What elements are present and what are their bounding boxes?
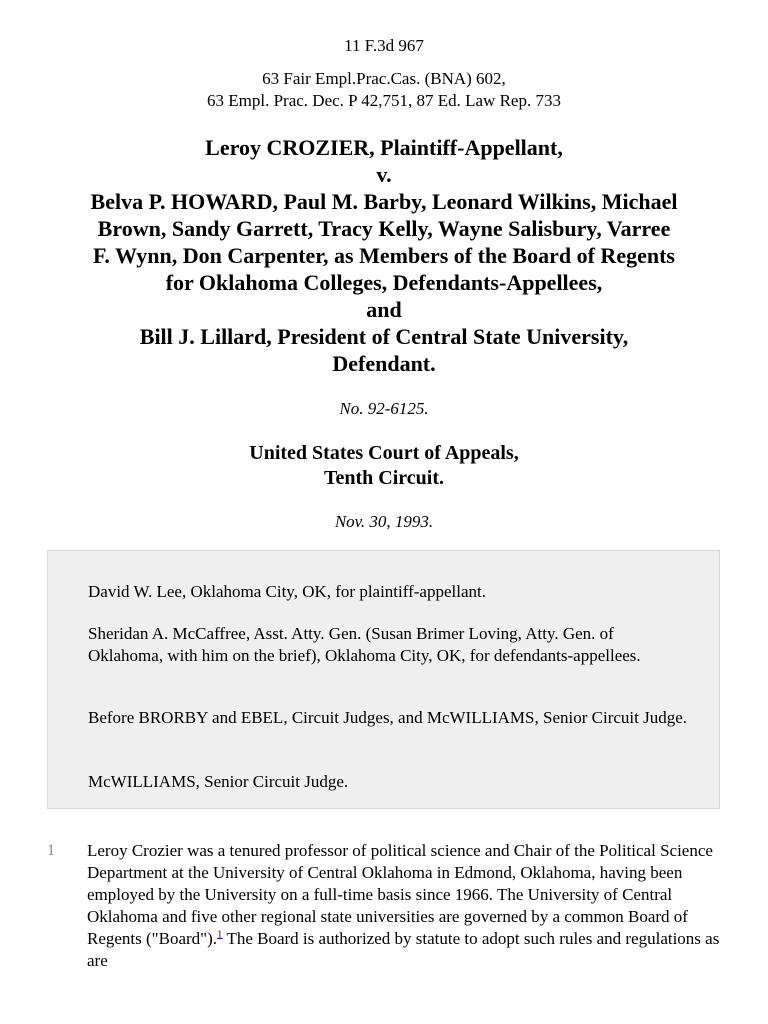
caption-defendant-2-line-1: Bill J. Lillard, President of Central State University,: [139, 324, 629, 349]
docket-number: No. 92-6125.: [339, 399, 429, 418]
caption-plaintiff: Leroy CROZIER, Plaintiff-Appellant,: [205, 135, 563, 160]
paragraph-text-after-footnote: The Board is authorized by statute to adopt such rules and regulations as are: [87, 929, 720, 970]
reporter-citation: 11 F.3d 967: [344, 36, 424, 55]
plaintiff-counsel: David W. Lee, Oklahoma City, OK, for plaintiff-appellant.: [88, 582, 486, 601]
attorneys-panel: [47, 550, 720, 809]
footnote-link[interactable]: 1: [217, 928, 223, 941]
case-caption: [40, 134, 728, 377]
defendants-counsel: Sheridan A. McCaffree, Asst. Atty. Gen. (Susan Brimer Loving, Atty. Gen. of Oklahoma, with him on the brief), Oklahoma City, OK, for defendants-appellees.: [88, 624, 641, 665]
caption-defendants-line-4: for Oklahoma Colleges, Defendants-Appellees,: [165, 270, 603, 295]
caption-defendants-line-3: F. Wynn, Don Carpenter, as Members of the Board of Regents: [93, 243, 675, 268]
decision-date: Nov. 30, 1993.: [334, 512, 434, 531]
caption-defendants-line-1: Belva P. HOWARD, Paul M. Barby, Leonard Wilkins, Michael: [90, 189, 678, 214]
parallel-citation-1: 63 Fair Empl.Prac.Cas. (BNA) 602,: [262, 69, 506, 88]
opinion-author: McWILLIAMS, Senior Circuit Judge.: [88, 772, 349, 791]
court-circuit: Tenth Circuit.: [323, 467, 445, 489]
caption-defendant-2-line-2: Defendant.: [332, 351, 436, 376]
judicial-panel: Before BRORBY and EBEL, Circuit Judges, and McWILLIAMS, Senior Circuit Judge.: [88, 708, 688, 727]
parallel-citation-2: 63 Empl. Prac. Dec. P 42,751, 87 Ed. Law Rep. 733: [207, 91, 561, 110]
paragraph-number: 1: [47, 842, 55, 859]
caption-defendants-line-2: Brown, Sandy Garrett, Tracy Kelly, Wayne Salisbury, Varree: [97, 216, 671, 241]
court-name: United States Court of Appeals,: [249, 442, 519, 464]
caption-conjunction: and: [366, 297, 402, 322]
paragraph-text: [87, 840, 727, 972]
paragraph-text-before-footnote: Leroy Crozier was a tenured professor of political science and Chair of the Political Science Department at the University of Central Oklahoma in Edmond, Oklahoma, having been employed by the University on a full-time basis since 1966. The University of Central Oklahoma and five other regional state universities are governed by a common Board of Regents ("Board").: [87, 841, 713, 948]
caption-versus: v.: [376, 162, 392, 187]
